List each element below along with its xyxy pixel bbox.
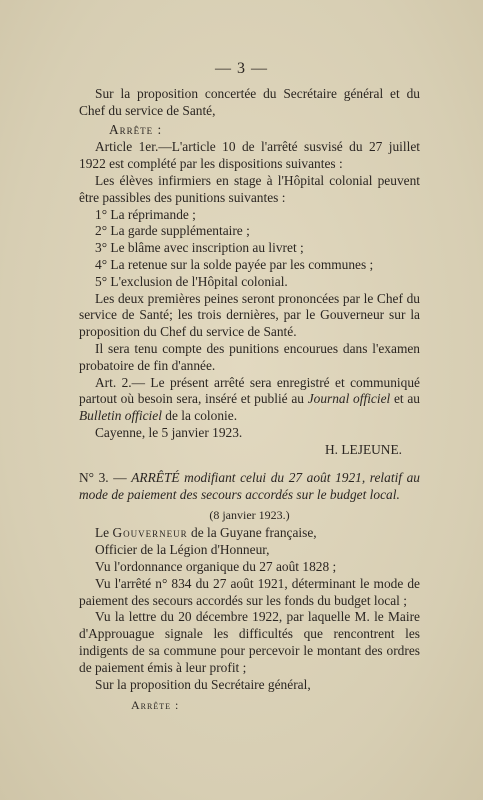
article-1-label: Article 1er. bbox=[95, 139, 159, 155]
gouverneur-prefix: Le bbox=[95, 525, 113, 541]
title-text: modifiant celui du 27 août 1921, relatif au mode de paiement des secours accordés sur le budget local. bbox=[79, 470, 420, 502]
vu-ordonnance: Vu l'ordonnance organique du 27 août 1828 ; bbox=[95, 558, 337, 574]
title-separator: — bbox=[108, 470, 132, 485]
compte-paragraph: Il sera tenu compte des punitions encourues dans l'examen probatoire de fin d'année. bbox=[79, 340, 420, 373]
arrete-block-1 bbox=[79, 86, 420, 459]
article-1 bbox=[79, 139, 420, 173]
arrete-heading: Arrête : bbox=[109, 121, 163, 137]
sur-proposition: Sur la proposition du Secrétaire général, bbox=[95, 676, 311, 692]
article-2-mid: et au bbox=[390, 391, 420, 407]
list-item: 5° L'exclusion de l'Hôpital colonial. bbox=[95, 273, 288, 289]
arrete-title bbox=[79, 470, 420, 504]
journal-officiel: Journal officiel bbox=[307, 391, 391, 407]
list-item: 3° Le blâme avec inscription au livret ; bbox=[95, 240, 304, 256]
signature: H. LEJEUNE. bbox=[325, 441, 402, 457]
vu-lettre: Vu la lettre du 20 décembre 1922, par laquelle M. le Maire d'Approuague signale les difficultés que rencontrent les indigents de sa commune pour percevoir le montant des ordres de paiement émis à leur profit ; bbox=[79, 609, 420, 675]
list-item: 1° La réprimande ; bbox=[95, 206, 196, 222]
vu-arrete: Vu l'arrêté n° 834 du 27 août 1921, déterminant le mode de paiement des secours accordés sur les fonds du budget local ; bbox=[79, 575, 420, 608]
gouverneur-line bbox=[79, 525, 420, 542]
bulletin-officiel: Bulletin officiel bbox=[79, 408, 162, 424]
article-2 bbox=[79, 375, 420, 425]
gouverneur-rest: de la Guyane française, bbox=[187, 525, 317, 541]
arrete-heading-2: Arrête : bbox=[131, 698, 180, 713]
punishment-list bbox=[79, 207, 420, 291]
arrete-number: N° 3. bbox=[79, 470, 109, 485]
page-number: — 3 — bbox=[215, 60, 268, 77]
officier-line: Officier de la Légion d'Honneur, bbox=[95, 542, 270, 558]
article-1-text: —L'article 10 de l'arrêté susvisé du 27 juillet 1922 est complété par les dispositions suivantes : bbox=[79, 139, 420, 172]
list-item: 4° La retenue sur la solde payée par les communes ; bbox=[95, 256, 374, 272]
arrete-block-2 bbox=[79, 470, 420, 714]
list-item: 2° La garde supplémentaire ; bbox=[95, 223, 250, 239]
prononcees-paragraph: Les deux premières peines seront prononcées par le Chef du service de Santé; les trois dernières, par le Gouverneur sur la proposition du Chef du service de Santé. bbox=[79, 290, 420, 340]
article-2-start: Art. 2.— Le présent arrêté sera enregistré et communiqué partout où besoin sera, inséré et publié au bbox=[79, 374, 420, 407]
intro-paragraph: Sur la proposition concertée du Secrétaire général et du Chef du service de Santé, bbox=[79, 86, 420, 118]
title-arrete-word: ARRÊTÉ bbox=[131, 470, 180, 485]
eleves-paragraph: Les élèves infirmiers en stage à l'Hôpital colonial peuvent être passibles des punitions suivantes : bbox=[79, 172, 420, 205]
arrete-date: (8 janvier 1923.) bbox=[209, 507, 290, 522]
article-2-end: de la colonie. bbox=[161, 408, 238, 424]
gouverneur-word: Gouverneur bbox=[112, 525, 188, 541]
place-date: Cayenne, le 5 janvier 1923. bbox=[95, 424, 243, 440]
